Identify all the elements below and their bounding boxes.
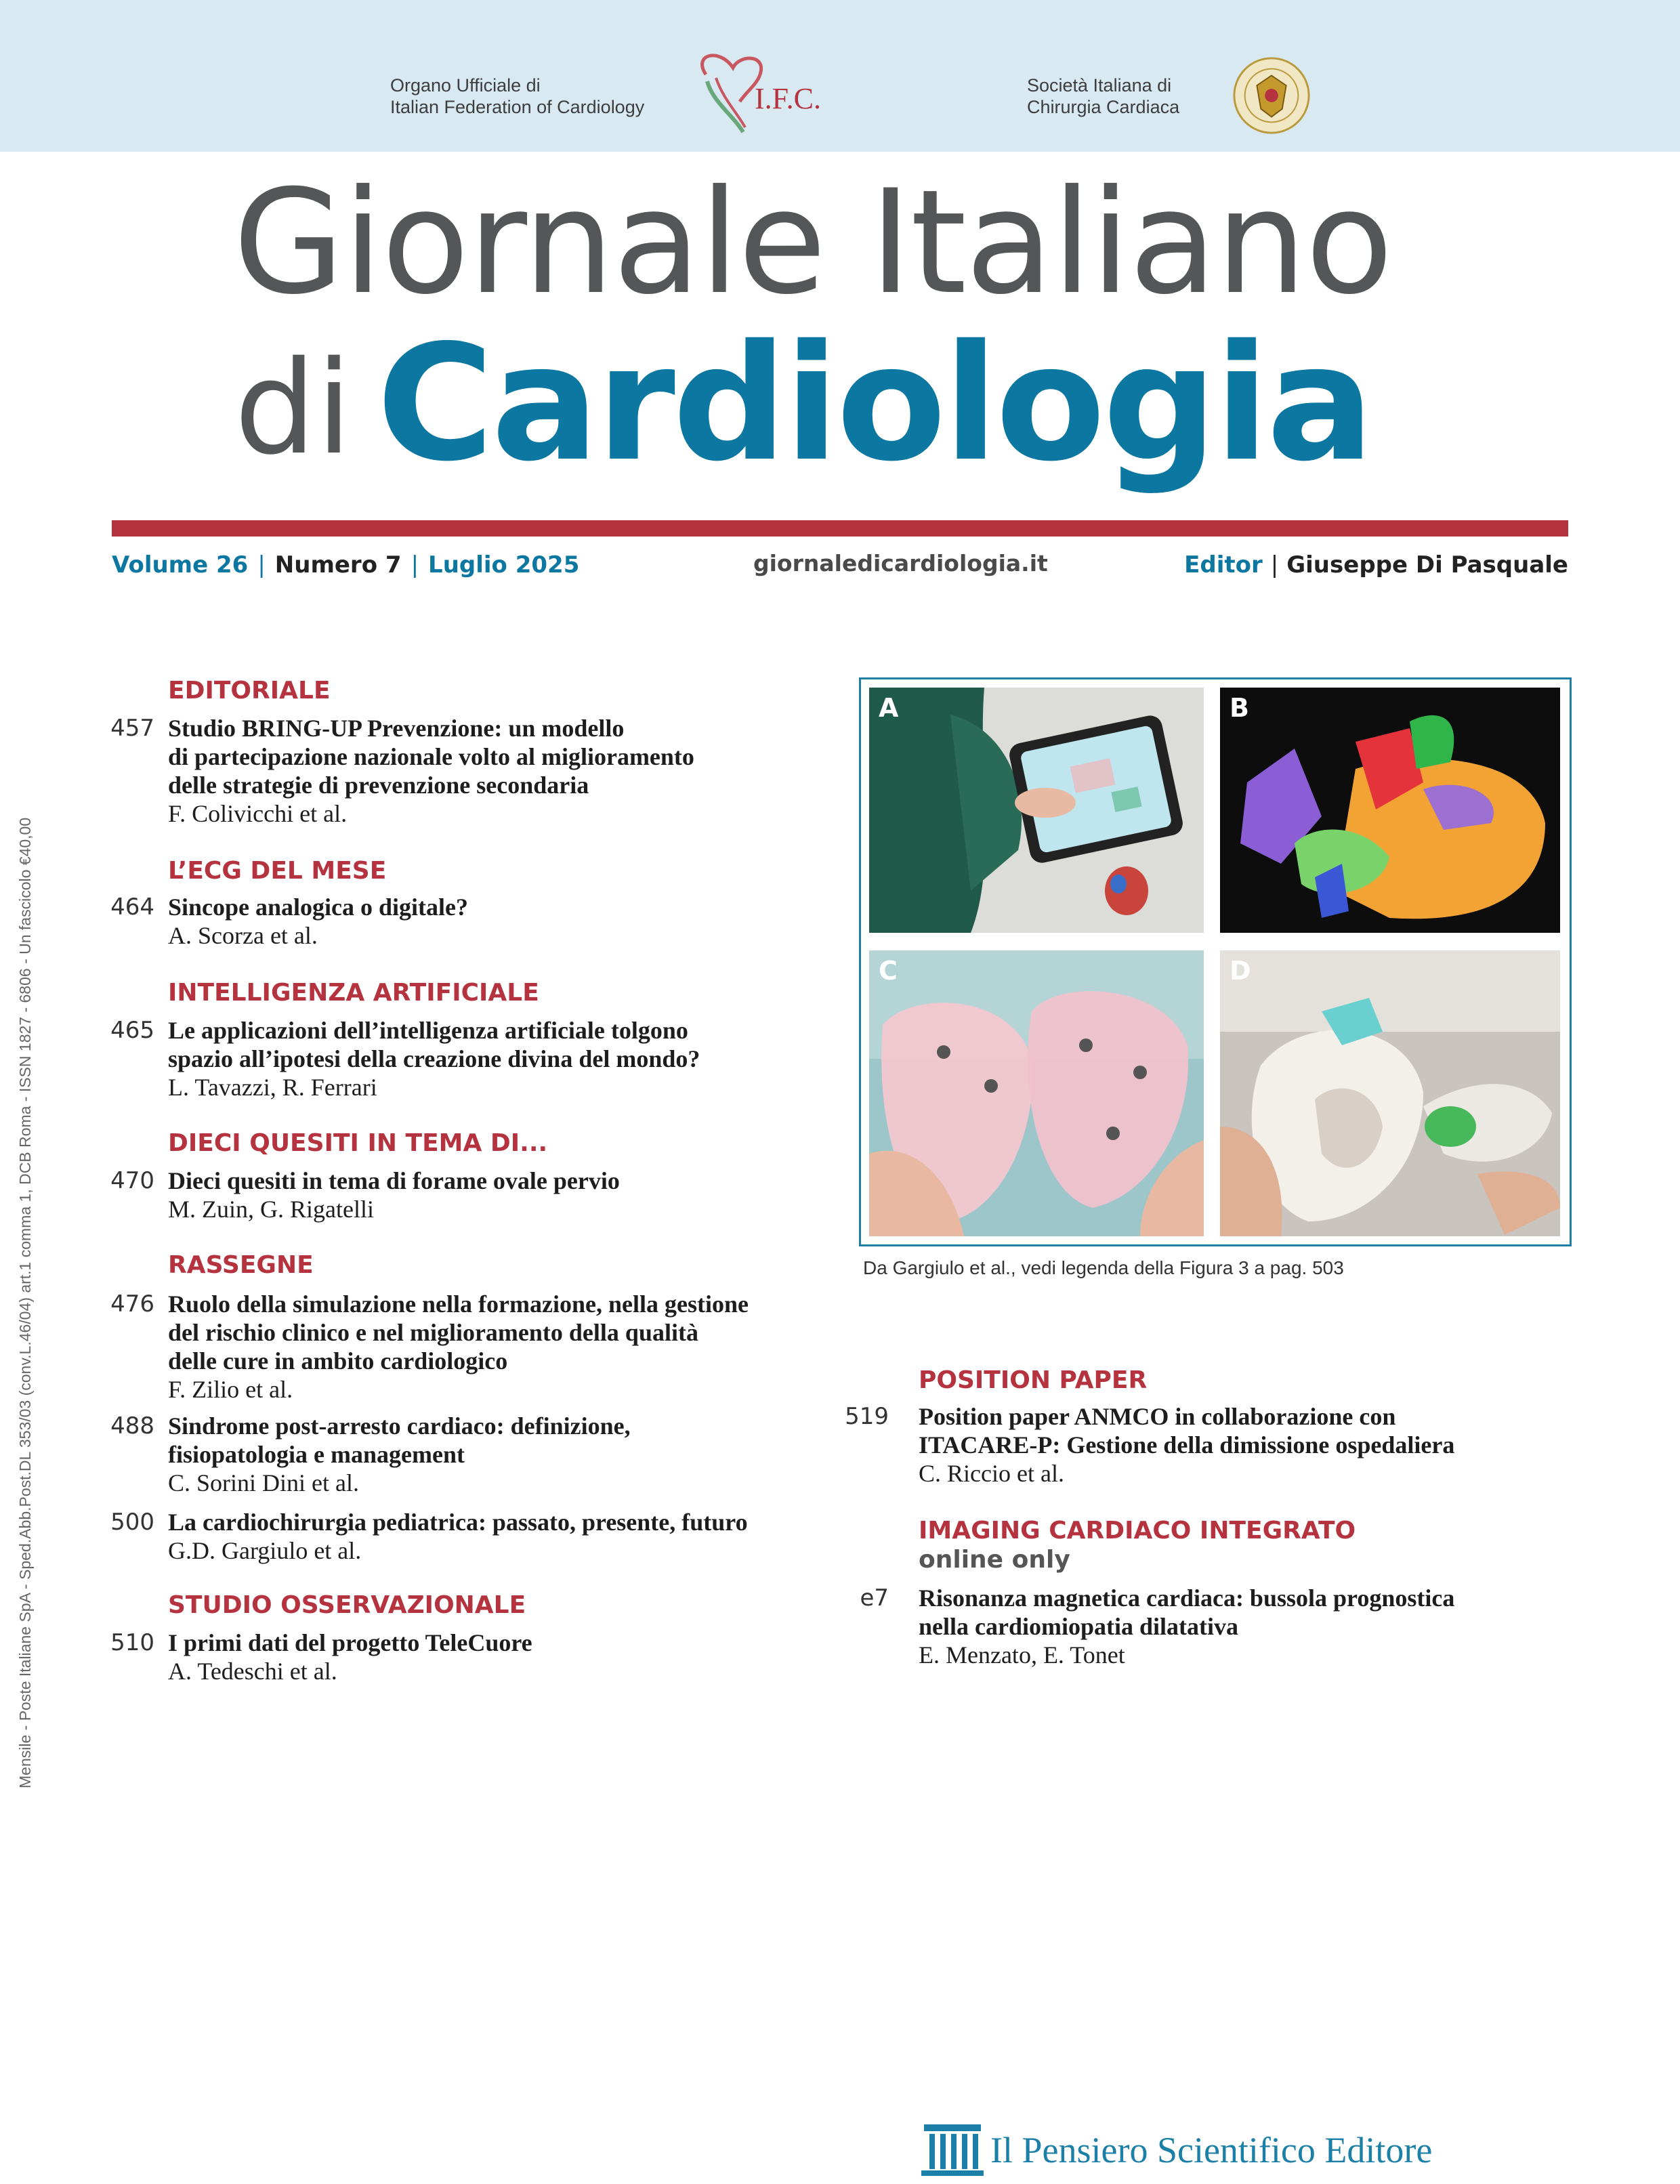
article-title: delle cure in ambito cardiologico <box>168 1347 508 1374</box>
page-number: 465 <box>110 1017 154 1044</box>
issue-number: Numero 7 <box>274 551 402 579</box>
article-title: Sindrome post-arresto cardiaco: definizione, <box>168 1412 631 1440</box>
society-text <box>1027 75 1179 118</box>
society-line-1: Società Italiana di <box>1027 75 1172 96</box>
panel-label: C <box>879 956 898 986</box>
publisher-column-icon <box>919 2122 986 2176</box>
editor-label: Editor <box>1184 551 1263 579</box>
journal-title-line1: Giornale Italiano <box>233 159 1392 326</box>
article-authors: A. Scorza et al. <box>168 922 318 949</box>
page-number: 500 <box>110 1509 154 1536</box>
title-rule <box>112 520 1568 537</box>
editor-info: Editor | Giuseppe Di Pasquale <box>1184 551 1568 579</box>
article-ecg[interactable] <box>168 893 468 950</box>
article-title: Dieci quesiti in tema di forame ovale pervio <box>168 1167 620 1194</box>
ifc-logo <box>692 47 821 142</box>
article-title: delle strategie di prevenzione secondaria <box>168 772 589 799</box>
article-title: fisiopatologia e management <box>168 1441 465 1468</box>
page-number: e7 <box>860 1584 889 1612</box>
panel-label: A <box>879 693 899 723</box>
panel-label: B <box>1230 693 1249 723</box>
section-position-paper: POSITION PAPER <box>919 1366 1148 1394</box>
section-ecg: L’ECG DEL MESE <box>168 857 387 885</box>
panel-label: D <box>1230 956 1251 986</box>
article-osservazionale[interactable] <box>168 1629 532 1685</box>
section-osservazionale: STUDIO OSSERVAZIONALE <box>168 1591 526 1619</box>
article-title: Risonanza magnetica cardiaca: bussola prognostica <box>919 1584 1455 1612</box>
page-number: 464 <box>110 894 154 921</box>
journal-title-main: Cardiologia <box>377 310 1372 497</box>
article-authors: E. Menzato, E. Tonet <box>919 1641 1125 1668</box>
issue-info: Volume 26 | Numero 7 | Luglio 2025 <box>112 551 580 579</box>
page-number: 488 <box>110 1412 154 1440</box>
society-line-2: Chirurgia Cardiaca <box>1027 97 1180 117</box>
article-title: Le applicazioni dell’intelligenza artificiale tolgono <box>168 1017 688 1044</box>
organ-line-2: Italian Federation of Cardiology <box>390 97 645 117</box>
issue-date: Luglio 2025 <box>428 551 580 579</box>
page-number: 476 <box>110 1290 154 1318</box>
ifc-logo-text: I.F.C. <box>755 82 821 115</box>
article-authors: F. Zilio et al. <box>168 1376 293 1403</box>
article-rassegne-3[interactable] <box>168 1508 748 1565</box>
article-title: Position paper ANMCO in collaborazione con <box>919 1403 1396 1430</box>
society-seal-logo <box>1232 56 1311 135</box>
article-authors: M. Zuin, G. Rigatelli <box>168 1196 374 1223</box>
article-imaging[interactable] <box>919 1584 1454 1669</box>
cover-figure <box>859 677 1572 1246</box>
postal-info-vertical: Mensile - Poste Italiane SpA - Sped.Abb.Post.DL 353/03 (conv.L.46/04) art.1 comma 1, DCB Roma - ISSN 1827 - 6806 - Un fascicolo €40,00 <box>16 817 34 1788</box>
figure-caption: Da Gargiulo et al., vedi legenda della Figura 3 a pag. 503 <box>863 1257 1344 1278</box>
website-link[interactable]: giornaledicardiologia.it <box>753 550 1048 576</box>
article-position-paper[interactable] <box>919 1402 1454 1488</box>
journal-title-di: di <box>234 333 352 483</box>
photo-c-printed-heart <box>869 950 1204 1236</box>
article-authors: C. Sorini Dini et al. <box>168 1469 359 1496</box>
article-title: I primi dati del progetto TeleCuore <box>168 1629 532 1656</box>
official-organ-text <box>390 75 644 118</box>
section-imaging: IMAGING CARDIACO INTEGRATO <box>919 1517 1356 1545</box>
volume: Volume 26 <box>112 551 249 579</box>
article-authors: C. Riccio et al. <box>919 1460 1064 1487</box>
article-authors: A. Tedeschi et al. <box>168 1658 337 1685</box>
organ-line-1: Organo Ufficiale di <box>390 75 541 96</box>
article-authors: L. Tavazzi, R. Ferrari <box>168 1074 377 1101</box>
article-title: di partecipazione nazionale volto al miglioramento <box>168 743 694 770</box>
article-rassegne-2[interactable] <box>168 1412 631 1497</box>
article-rassegne-1[interactable] <box>168 1290 749 1404</box>
article-editoriale[interactable] <box>168 714 694 828</box>
section-ia: INTELLIGENZA ARTIFICIALE <box>168 979 539 1007</box>
editor-name: Giuseppe Di Pasquale <box>1286 551 1568 579</box>
article-ia[interactable] <box>168 1016 700 1101</box>
section-quesiti: DIECI QUESITI IN TEMA DI... <box>168 1129 548 1157</box>
header-band <box>0 0 1680 152</box>
page-number: 510 <box>110 1629 154 1656</box>
page-number: 470 <box>110 1167 154 1194</box>
article-authors: F. Colivicchi et al. <box>168 800 348 827</box>
article-quesiti[interactable] <box>168 1167 620 1223</box>
article-title: spazio all’ipotesi della creazione divina del mondo? <box>168 1045 700 1072</box>
photo-b-3d-model <box>1220 688 1560 933</box>
photo-d-surgical-model <box>1220 950 1560 1236</box>
article-title: La cardiochirurgia pediatrica: passato, presente, futuro <box>168 1509 748 1536</box>
page-number: 457 <box>110 715 154 742</box>
online-only-label: online only <box>919 1546 1070 1574</box>
section-rassegne: RASSEGNE <box>168 1251 314 1279</box>
photo-a-tablet <box>869 688 1204 933</box>
publisher-name: Il Pensiero Scientifico Editore <box>990 2130 1433 2170</box>
article-title: Studio BRING-UP Prevenzione: un modello <box>168 715 625 742</box>
article-title: Ruolo della simulazione nella formazione, nella gestione <box>168 1290 749 1318</box>
page-number: 519 <box>845 1403 889 1430</box>
article-title: Sincope analogica o digitale? <box>168 894 469 921</box>
article-title: del rischio clinico e nel miglioramento della qualità <box>168 1319 698 1346</box>
article-authors: G.D. Gargiulo et al. <box>168 1537 362 1564</box>
article-title: ITACARE-P: Gestione della dimissione ospedaliera <box>919 1431 1455 1458</box>
article-title: nella cardiomiopatia dilatativa <box>919 1613 1238 1640</box>
section-editoriale: EDITORIALE <box>168 677 331 705</box>
